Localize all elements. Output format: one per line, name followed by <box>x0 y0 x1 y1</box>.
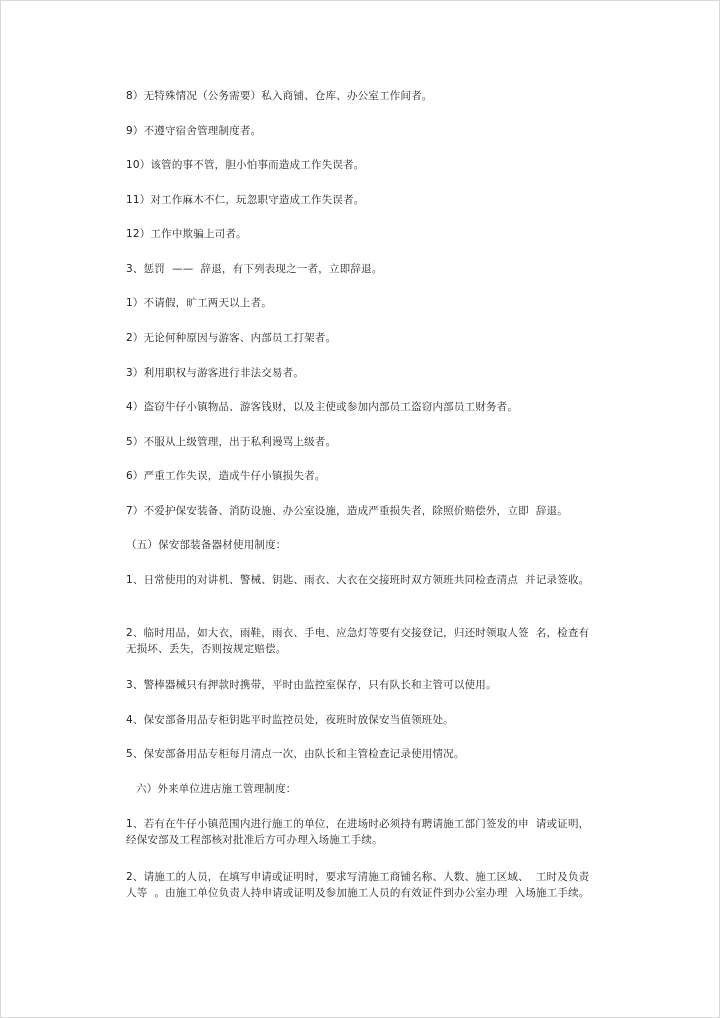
equipment-item-2: 2、临时用品，如大衣，雨鞋，雨衣、手电、应急灯等要有交接登记，归还时领取人签 名，检查有无损坏、丢失，否则按规定赔偿。 <box>126 627 590 655</box>
dismissal-item-1: 1）不请假，旷工两天以上者。 <box>126 297 272 309</box>
equipment-item-1: 1、日常使用的对讲机、警械、钥匙、雨衣、大衣在交接班时双方领班共同检查清点 并记录签收。 <box>126 574 590 586</box>
equipment-item-4: 4、保安部备用品专柜钥匙平时监控员处，夜班时放保安当值领班处。 <box>126 714 454 726</box>
paragraph-12-deceiving: 12）工作中欺骗上司者。 <box>126 228 247 240</box>
equipment-item-5: 5、保安部备用品专柜每月清点一次，由队长和主管检查记录使用情况。 <box>126 748 465 760</box>
section-3-dismissal-heading: 3、惩罚 —— 辞退，有下列表现之一者，立即辞退。 <box>126 263 383 275</box>
construction-item-2: 2、请施工的人员，在填写申请或证明时，要求写清施工商铺名称、人数、施工区域、 工时及负责人等 。由施工单位负责人持申请或证明及参加施工人员的有效证件到办公室办理 入场施工手续。 <box>126 871 590 899</box>
dismissal-item-7: 7）不爱护保安装备、消防设施、办公室设施，造成严重损失者，除照价赔偿外，立即 辞退。 <box>126 505 568 517</box>
section-6-construction-heading: 六）外来单位进店施工管理制度： <box>136 783 297 795</box>
paragraph-8-private-entry: 8）无特殊情况（公务需要）私入商铺、仓库、办公室工作间者。 <box>126 90 433 102</box>
dismissal-item-5: 5）不服从上级管理，出于私利谩骂上级者。 <box>126 436 337 448</box>
construction-item-1: 1、若有在牛仔小镇范围内进行施工的单位，在进场时必须持有聘请施工部门签发的申 请或证明，经保安部及工程部核对批准后方可办理入场施工手续。 <box>126 818 590 846</box>
dismissal-item-4: 4）盗窃牛仔小镇物品、游客钱财，以及主使或参加内部员工盗窃内部员工财务者。 <box>126 401 519 413</box>
equipment-item-3: 3、警棒器械只有押款时携带，平时由监控室保存，只有队长和主管可以使用。 <box>126 679 497 691</box>
paragraph-10-negligence: 10）该管的事不管，胆小怕事而造成工作失误者。 <box>126 159 365 171</box>
dismissal-item-2: 2）无论何种原因与游客、内部员工打架者。 <box>126 332 337 344</box>
dismissal-item-3: 3）利用职权与游客进行非法交易者。 <box>126 367 305 379</box>
section-5-equipment-heading: （五）保安部装备器材使用制度： <box>126 539 287 551</box>
paragraph-11-dereliction: 11）对工作麻木不仁，玩忽职守造成工作失误者。 <box>126 194 365 206</box>
dismissal-item-6: 6）严重工作失误，造成牛仔小镇损失者。 <box>126 470 326 482</box>
paragraph-9-dorm-rules: 9）不遵守宿舍管理制度者。 <box>126 125 262 137</box>
